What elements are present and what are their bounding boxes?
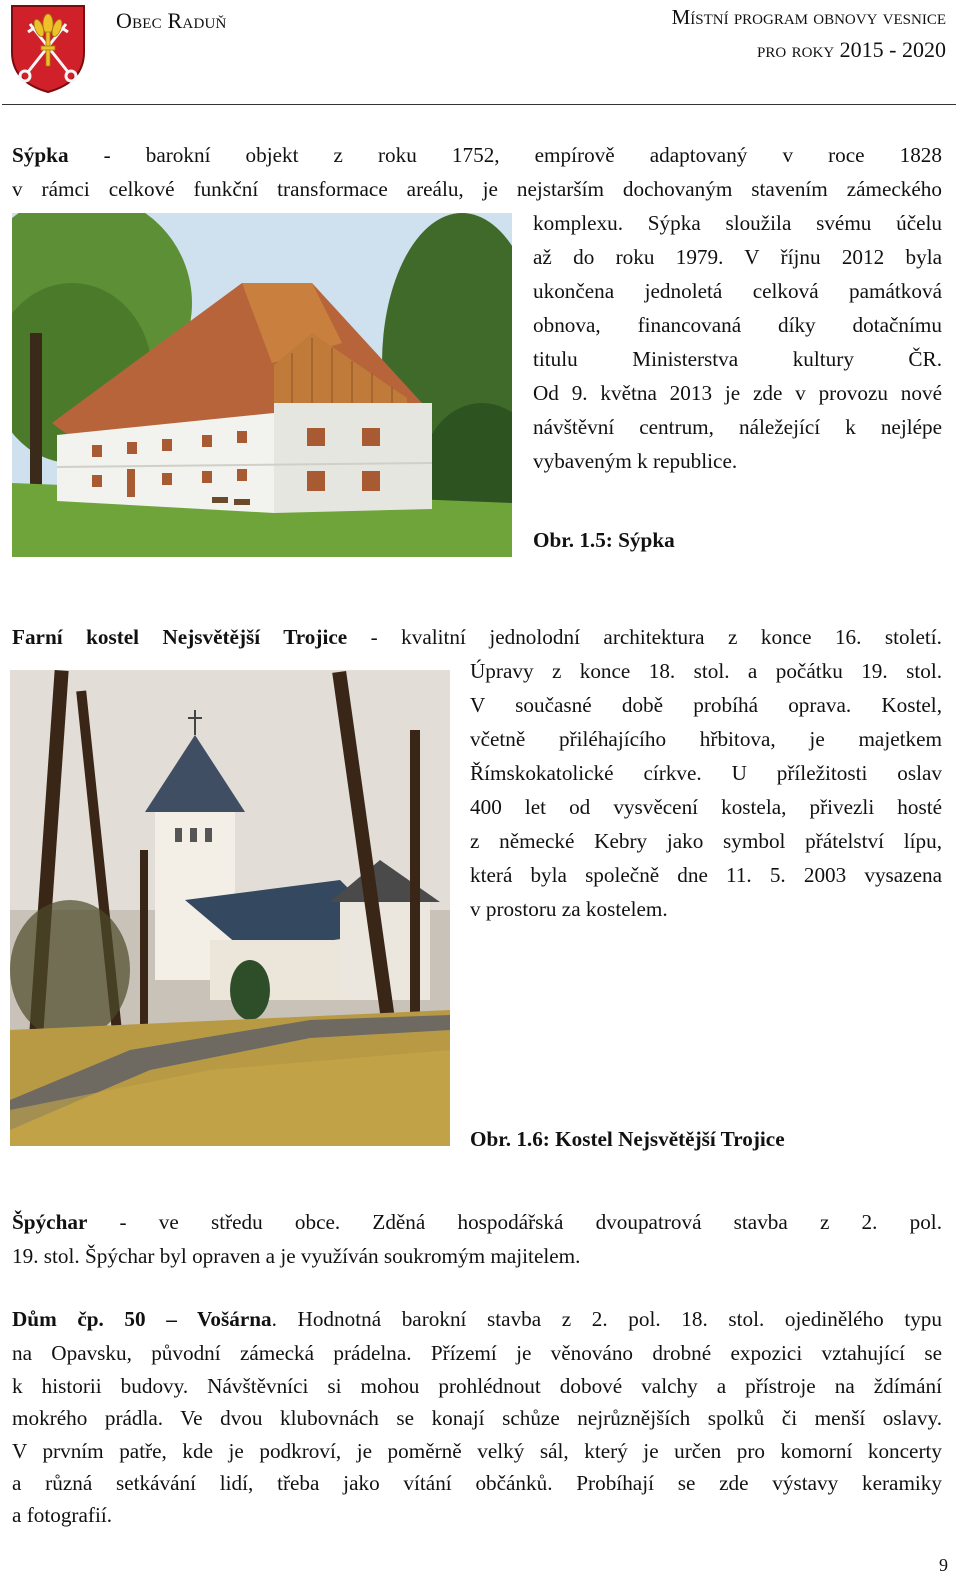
- kostel-col-line: včetně přiléhajícího hřbitova, je majetkem: [470, 727, 942, 751]
- kostel-col-line: V současné době probíhá oprava. Kostel,: [470, 693, 942, 717]
- spychar-line-1: Špýchar - ve středu obce. Zděná hospodářská dvoupatrová stavba z 2. pol.: [12, 1210, 942, 1234]
- header-rule: [2, 104, 956, 105]
- program-title: Místní program obnovy vesnice: [671, 5, 946, 29]
- sypka-col-line: Od 9. května 2013 je zde v provozu nové: [533, 381, 942, 405]
- sypka-col-line: vybaveným k republice.: [533, 449, 738, 473]
- municipality-name: Obec Raduň: [116, 8, 227, 33]
- sypka-col-line: titulu Ministerstva kultury ČR.: [533, 347, 942, 371]
- dum-line: mokrého prádla. Ve dvou klubovnách se konají schůze nejrůznějších spolků či menší oslavy.: [12, 1406, 942, 1430]
- sypka-line-2: v rámci celkové funkční transformace areálu, je nejstarším dochovaným stavením zámeckého: [12, 177, 942, 201]
- kostel-col-line: která byla společně dne 11. 5. 2003 vysazena: [470, 863, 942, 887]
- program-years: pro roky 2015 - 2020: [756, 37, 946, 62]
- sypka-col-line: komplexu. Sýpka sloužila svému účelu: [533, 211, 942, 235]
- sypka-image: [12, 213, 512, 557]
- coat-of-arms-icon: [8, 2, 88, 94]
- kostel-col-line: z německé Kebry jako symbol přátelství lípu,: [470, 829, 942, 853]
- sypka-col-line: ukončena jednoletá celková památková: [533, 279, 942, 303]
- dum-heading: Dům čp. 50 – Vošárna: [12, 1307, 272, 1331]
- kostel-col-line: v prostoru za kostelem.: [470, 897, 668, 921]
- sypka-col-line: až do roku 1979. V říjnu 2012 byla: [533, 245, 942, 269]
- dum-line: a různá setkávání lidí, třeba jako vítání občánků. Probíhají se zde výstavy keramiky: [12, 1471, 942, 1495]
- kostel-col-line: 400 let od vysvěcení kostela, přivezli hosté: [470, 795, 942, 819]
- kostel-heading: Farní kostel Nejsvětější Trojice: [12, 625, 348, 649]
- page-number: 9: [939, 1555, 948, 1575]
- kostel-image: [10, 670, 450, 1146]
- spychar-line-2: 19. stol. Špýchar byl opraven a je využíván soukromým majitelem.: [12, 1244, 581, 1268]
- dum-line: na Opavsku, původní zámecká prádelna. Přízemí je věnováno drobné expozici vztahující se: [12, 1341, 942, 1365]
- dum-line: k historii budovy. Návštěvníci si mohou prohlédnout dobové valchy a přístroje na ždímání: [12, 1374, 942, 1398]
- sypka-col-line: obnova, financovaná díky dotačnímu: [533, 313, 942, 337]
- figure-caption-kostel: Obr. 1.6: Kostel Nejsvětější Trojice: [470, 1127, 785, 1151]
- kostel-line-1: Farní kostel Nejsvětější Trojice - kvalitní jednolodní architektura z konce 16. století.: [12, 625, 942, 649]
- spychar-heading: Špýchar: [12, 1210, 88, 1234]
- figure-caption-sypka: Obr. 1.5: Sýpka: [533, 528, 675, 552]
- dum-line-1: Dům čp. 50 – Vošárna. Hodnotná barokní stavba z 2. pol. 18. stol. ojedinělého typu: [12, 1307, 942, 1331]
- sypka-col-line: návštěvní centrum, náležející k nejlépe: [533, 415, 942, 439]
- dum-last-line: a fotografií.: [12, 1503, 113, 1527]
- kostel-photo: [10, 670, 450, 1146]
- page-header: [0, 0, 960, 106]
- dum-line: V prvním patře, kde je podkroví, je poměrně velký sál, který je určen pro komorní koncerty: [12, 1439, 942, 1463]
- kostel-col-line: Římskokatolické církve. U příležitosti oslav: [470, 761, 942, 785]
- sypka-heading: Sýpka: [12, 143, 69, 167]
- sypka-photo: [12, 213, 512, 557]
- kostel-col-line: Úpravy z konce 18. stol. a počátku 19. stol.: [470, 659, 942, 683]
- sypka-line-1: Sýpka - barokní objekt z roku 1752, empírově adaptovaný v roce 1828: [12, 143, 942, 167]
